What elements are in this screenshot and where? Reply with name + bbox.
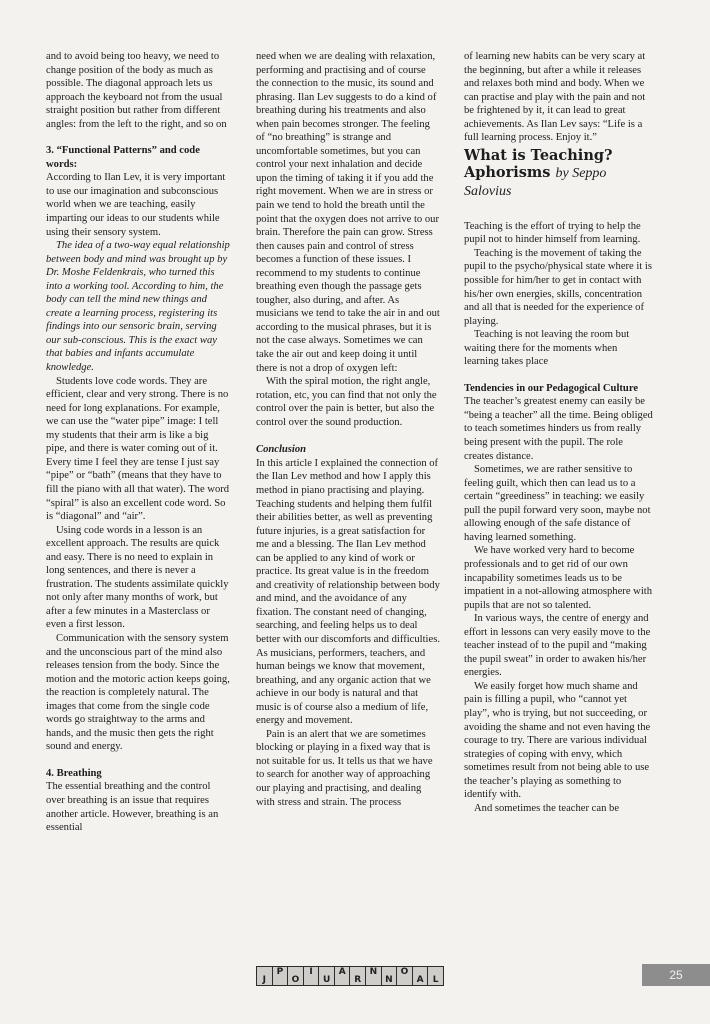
column-1 (46, 50, 230, 835)
paragraph: The essential breathing and the control over breathing is an issue that requires another article. However, breathing is an essential (46, 781, 219, 834)
paragraph: We have worked very hard to become professionals and to get rid of our own incapability sometimes leads us to be impatient in a not-allowing atmosphere with pupils that are not so talented. (464, 545, 652, 611)
paragraph: And sometimes the teacher can be (474, 802, 620, 814)
piano-journal-logo (256, 966, 444, 986)
logo-letter: L (428, 967, 443, 985)
section-heading-breathing: 4. Breathing (46, 767, 102, 779)
column-2 (256, 50, 440, 809)
paragraph: In this article I explained the connection of the Ilan Lev method and how I apply this method in piano practising and playing. Teaching students and helping them fulfil their abilities better, as well as preventing future injuries, is a great satisfaction for me and a blessing. The Ilan Lev method can be applied to any kind of work or practice. Its great value is in the freedom and creativity of relationship between body and mind, and the avoidance of any fixation. The constant need of changing, searching, and feeling helps us to deal better with our discomforts and difficulties. As musicians, performers, teachers, and human beings we know that movement, breathing, and any organic action that we achieve in our body is natural and that music is of course also a medium of life, energy and movement. (256, 457, 440, 727)
paragraph: and to avoid being too heavy, we need to change position of the body as much as possible. The diagonal approach lets us approach the keyboard not from the usual straight position but rather from different angles: from the left to the right, and so on (46, 51, 227, 130)
article-title: What is Teaching? Aphorisms (464, 146, 613, 181)
logo-letter: A (335, 967, 350, 985)
logo-letter: A (413, 967, 428, 985)
logo-letter: O (397, 967, 412, 985)
logo-letter: R (350, 967, 365, 985)
paragraph: Teaching is the movement of taking the pupil to the psycho/physical state where it is possible for him/her to get in contact with his/her own energies, skills, concentration and all that is needed for the experience of playing. (464, 247, 653, 327)
logo-letter: I (304, 967, 319, 985)
logo-letter: J (257, 967, 272, 985)
paragraph: With the spiral motion, the right angle, rotation, etc, you can find that not only the control over the pain is better, but also the control over the sound production. (256, 376, 437, 428)
paragraph: Teaching is not leaving the room but waiting there for the moments when learning takes place (464, 329, 630, 368)
paragraph: According to Ilan Lev, it is very important to use our imagination and subconscious world when we are teaching, easily imparting our ideas to our students while using their sensory system. (46, 172, 226, 238)
article-heading (464, 147, 654, 200)
section-heading-tendencies: Tendencies in our Pedagogical Culture (464, 382, 639, 394)
paragraph: Pain is an alert that we are sometimes blocking or playing in a fixed way that is not suitable for us. It tells us that we have to search for another way of approaching our playing and practising, and dealing with stress and strain. The process (256, 728, 433, 808)
conclusion-heading: Conclusion (256, 444, 307, 456)
paragraph: Teaching is the effort of trying to help the pupil not to hinder himself from learning. (464, 220, 641, 246)
paragraph: The teacher’s greatest enemy can easily be “being a teacher” all the time. Being obliged to teach sometimes hinders us from really being present with the pupil. The role creates distance. (464, 396, 653, 462)
paragraph: Communication with the sensory system and the unconscious part of the mind also releases tension from the body. Since the motion and the motoric action keeps going, the reaction is completely natural. The images that come from the single code words go straightway to the arms and hands, and the music then gets the right sound and energy. (46, 632, 230, 753)
logo-letter: N (366, 967, 381, 985)
paragraph: In various ways, the centre of energy and effort in lessons can very easily move to the teacher instead of to the pupil and “making the pupil sweat” in order to awaken his/her energies. (464, 613, 651, 679)
column-3 (464, 50, 654, 815)
logo-letter: O (288, 967, 303, 985)
logo-letter: U (319, 967, 334, 985)
italic-paragraph: The idea of a two-way equal relationship between body and mind was brought up by Dr. Moshe Feldenkrais, who turned this into a working tool. According to him, the body can tell the mind new things and create a learning process, registering its findings into our sensoric brain, serving our sub-conscious. This is the exact way that babies and infants accumulate knowledge. (46, 240, 230, 374)
paragraph: We easily forget how much shame and pain is filling a pupil, who “cannot yet play”, who is trying, but not succeeding, or avoiding the shame and not even having the courage to try. There are various individual strategies of coping with envy, which sometimes result from not being able to use the teacher’s playing as something to identify with. (464, 680, 651, 801)
paragraph: Sometimes, we are rather sensitive to feeling guilt, which then can lead us to a certain “greediness” in teaching: we easily pull the pupil forward very soon, maybe not allowing enough of the safe distance of having learned something. (464, 464, 651, 543)
paragraph: of learning new habits can be very scary at the beginning, but after a while it releases and relaxes both mind and body. When we can practise and play with the pain and not be frightened by it, it can lead to great achievements. As Ilan Lev says: “Life is a full learning process. Enjoy it.” (464, 51, 646, 144)
page-number: 25 (642, 964, 710, 986)
article-author: by Seppo Salovius (464, 165, 607, 199)
paragraph: Using code words in a lesson is an excellent approach. The results are quick and easy. There is no need to explain in long sentences, and there is never a frustration. The students assimilate quickly not only after many months of work, but after a few minutes in a Masterclass or even a first lesson. (46, 524, 229, 631)
logo-letter: N (382, 967, 397, 985)
section-heading-functional-patterns: 3. “Functional Patterns” and code words: (46, 145, 200, 170)
paragraph: need when we are dealing with relaxation, performing and practising and of course the connection to the music, its sound and phrasing. Ilan Lev suggests to do a kind of breathing during his treatments and also when pain becomes stronger. The feeling of “no breathing” is strange and uncomfortable sometimes, but you can control your next inhalation and decide upon the timing of taking it if you add the right movement. When we are in stress or pain we tend to hold the breath until the point that the oxygen does not arrive to our brain. Therefore the pain can grow. Stress then causes pain and control of stress becomes a function of these issues. I recommend to my students to continue breathing even though the passage gets tougher, also during, and after. As musicians we tend to take the air in and out according to the musical phrases, but it is not the case always. Sometimes we can take the air out and keep doing it until there is not a drop of oxygen left: (256, 51, 440, 374)
logo-letter: P (273, 967, 288, 985)
paragraph: Students love code words. They are efficient, clear and very strong. There is no need for long explanations. For example, we can use the “water pipe” image: I tell my students that their arm is like a big pipe, and there is water coming out of it. Every time I feel they are tense I just say “pipe” or “bath” (means that they have to fill the piano with all that water). The word “spiral” is also an excellent code word. So is “diagonal” and “air”. (46, 375, 230, 523)
